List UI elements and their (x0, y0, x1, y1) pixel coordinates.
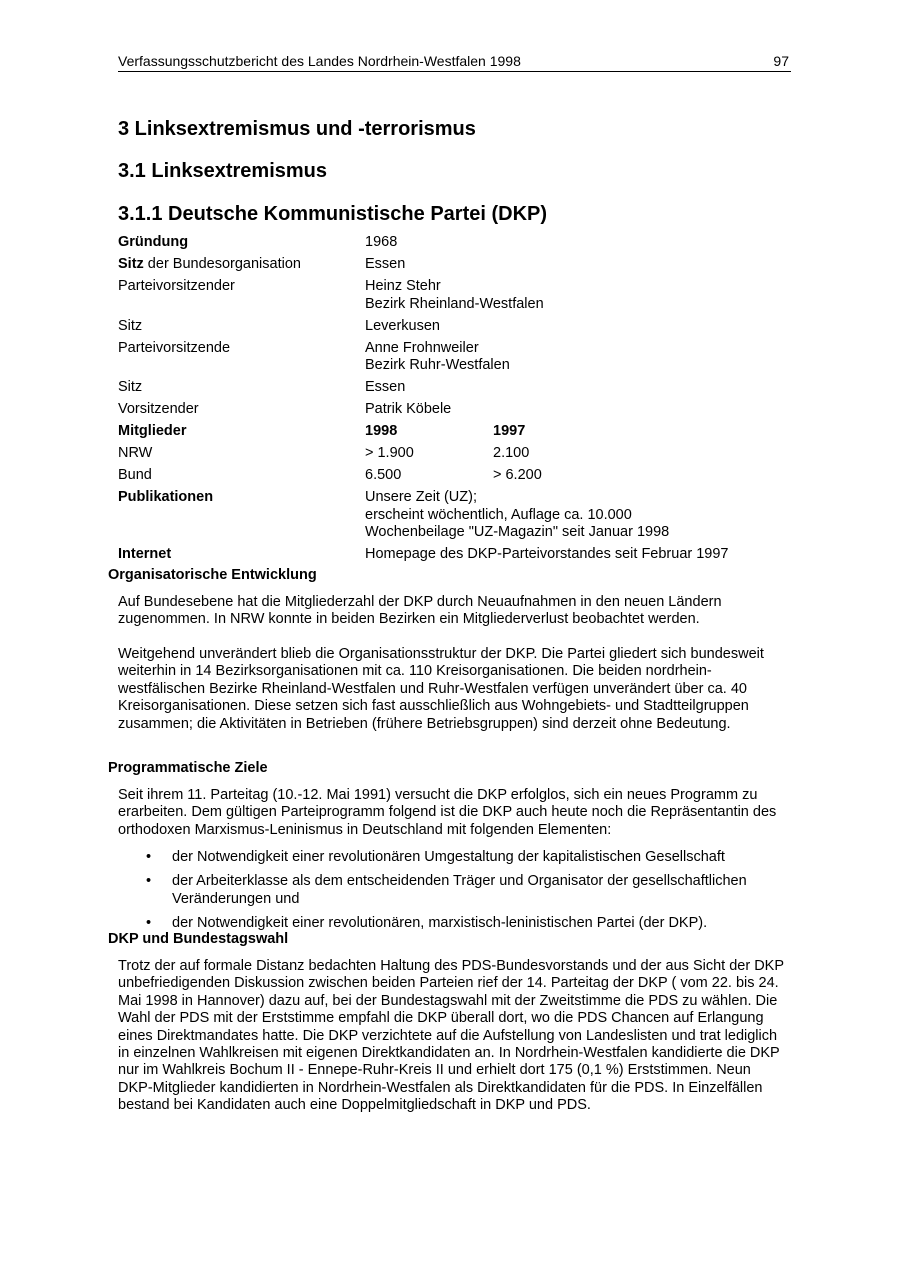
fact-label-rest: der Bundesorganisation (143, 256, 301, 272)
fact-value-bezirk: Bezirk Ruhr-Westfalen (365, 357, 510, 373)
fact-label: Parteivorsitzender (118, 278, 235, 294)
fact-label: Bund (118, 467, 152, 483)
fact-value (365, 278, 798, 313)
fact-row-publikationen (118, 489, 798, 542)
fact-value-bezirk: Bezirk Rheinland-Westfalen (365, 295, 544, 312)
year-1997: 1997 (493, 423, 526, 439)
fact-label: Parteivorsitzende (118, 339, 231, 356)
fact-label: Sitz (118, 379, 143, 395)
bullet-icon: • (146, 849, 152, 865)
fact-label: Vorsitzender (118, 401, 199, 417)
fact-label: Gründung (118, 234, 189, 250)
fact-label-bold: Sitz (118, 256, 144, 272)
list-item-text: der Notwendigkeit einer revolutionären, marxistisch-leninistischen Partei (der DKP). (172, 915, 708, 932)
fact-row-sitz-3 (118, 379, 798, 397)
bund-1998-value: 6.500 (365, 467, 402, 483)
subsection-heading: 3.1.1 Deutsche Kommunistische Partei (DKP) (118, 203, 548, 225)
list-item-text: der Arbeiterklasse als dem entscheidenden Träger und Organisator der gesellschaftlichen Veränderungen und (172, 873, 747, 907)
list-item-text: der Notwendigkeit einer revolutionären Umgestaltung der kapitalistischen Gesellschaft (172, 849, 725, 865)
section-title-programm: Programmatische Ziele (108, 760, 268, 776)
fact-label: Mitglieder (118, 423, 187, 439)
bund-1997-value: > 6.200 (493, 467, 542, 483)
paragraph: Trotz der auf formale Distanz bedachten Haltung des PDS-Bundesvorstands und der aus Sicht der DKP unbefriedigenden Diskussion zwischen beiden Parteien rief der 14. Parteitag der DKP ( vom 22. bis 24. Mai 1998 in Hannover) dazu auf, bei der Bundestagswahl mit der Zweitstimme die PDS zu wählen. Die Wahl der PDS mit der Erststimme empfahl die DKP überall dort, wo die PDS Chancen auf Erlangung eines Direktmandates hatte. Die DKP verzichtete auf die Aufstellung von Landeslisten und trat lediglich in einzelnen Wahlkreisen mit eigenen Direktkandidaten an. In Nordrhein-Westfalen kandidierte die DKP nur im Wahlkreis Bochum II - Ennepe-Ruhr-Kreis II und erhielt dort 175 (0,1 %) Erststimmen. Neun DKP-Mitglieder kandidierten in Nordrhein-Westfalen als Direktkandidaten für die PDS. In Einzelfällen bestand bei Kandidaten auch eine Doppelmitgliedschaft in DKP und PDS. (118, 958, 784, 1114)
fact-value (365, 340, 798, 375)
list-item (118, 915, 788, 932)
fact-value: Patrik Köbele (365, 401, 452, 417)
fact-label: Publikationen (118, 489, 214, 505)
fact-value: Essen (365, 379, 406, 395)
fact-value-name: Heinz Stehr (365, 278, 441, 294)
fact-value: Leverkusen (365, 317, 440, 334)
section-title-organisation: Organisatorische Entwicklung (108, 567, 317, 583)
list-item (118, 873, 788, 908)
nrw-1998-value: > 1.900 (365, 445, 414, 461)
section-title-bundestagswahl: DKP und Bundestagswahl (108, 931, 289, 947)
fact-value: 1968 (365, 234, 398, 250)
fact-row-gruendung (118, 234, 798, 252)
paragraph: Auf Bundesebene hat die Mitgliederzahl der DKP durch Neuaufnahmen in den neuen Ländern zugenommen. In NRW konnte in beiden Bezirken ein Mitgliederverlust beobachtet werden. (118, 594, 722, 628)
fact-row-vorsitzender (118, 401, 798, 419)
bullet-icon: • (146, 873, 152, 890)
fact-value-name: Anne Frohnweiler (365, 339, 479, 356)
fact-row-parteivorsitzender (118, 278, 798, 313)
fact-row-internet (118, 546, 798, 564)
header-title: Verfassungsschutzbericht des Landes Nordrhein-Westfalen 1998 (118, 53, 521, 69)
paragraph: Weitgehend unverändert blieb die Organisationsstruktur der DKP. Die Partei gliedert sich bundesweit weiterhin in 14 Bezirksorganisationen mit ca. 110 Kreisorganisationen. Die beiden nordrhein-westfälischen Bezirke Rheinland-Westfalen und Ruhr-Westfalen verfügen unverändert über ca. 40 Kreisorganisationen. Diese setzen sich fast ausschließlich aus Wohngebiets- und Stadtteilgruppen zusammen; die Aktivitäten in Betrieben (frühere Betriebsgruppen) sind derzeit ohne Bedeutung. (118, 646, 764, 732)
fact-value (365, 489, 798, 542)
fact-label: Sitz (118, 317, 143, 334)
fact-label: Internet (118, 546, 172, 562)
fact-row-sitz (118, 256, 798, 274)
running-header (118, 53, 791, 72)
fact-row-sitz-2 (118, 318, 798, 336)
bullet-list (118, 849, 788, 940)
fact-row-bund (118, 467, 798, 485)
year-1998: 1998 (365, 423, 398, 439)
section-heading: 3.1 Linksextremismus (118, 160, 327, 182)
nrw-1997-value: 2.100 (493, 445, 530, 461)
fact-row-mitglieder (118, 423, 798, 441)
fact-table (118, 234, 798, 568)
fact-value: Essen (365, 256, 406, 272)
bullet-icon: • (146, 915, 152, 932)
publication-line: erscheint wöchentlich, Auflage ca. 10.000 (365, 506, 632, 523)
chapter-heading: 3 Linksextremismus und -terrorismus (118, 118, 476, 140)
page-number: 97 (773, 53, 789, 69)
publication-line: Wochenbeilage "UZ-Magazin" seit Januar 1998 (365, 524, 670, 540)
publication-line: Unsere Zeit (UZ); (365, 489, 477, 505)
fact-label: NRW (118, 445, 153, 461)
fact-value: Homepage des DKP-Parteivorstandes seit Februar 1997 (365, 546, 729, 562)
paragraph: Seit ihrem 11. Parteitag (10.-12. Mai 1991) versucht die DKP erfolglos, sich ein neues Programm zu erarbeiten. Dem gültigen Parteiprogramm folgend ist die DKP auch heute noch die Repräsentantin des orthodoxen Marxismus-Leninismus in Deutschland mit folgenden Elementen: (118, 787, 777, 838)
list-item (118, 849, 788, 866)
fact-row-nrw (118, 445, 798, 463)
fact-label (118, 256, 365, 274)
fact-row-parteivorsitzende (118, 340, 798, 375)
